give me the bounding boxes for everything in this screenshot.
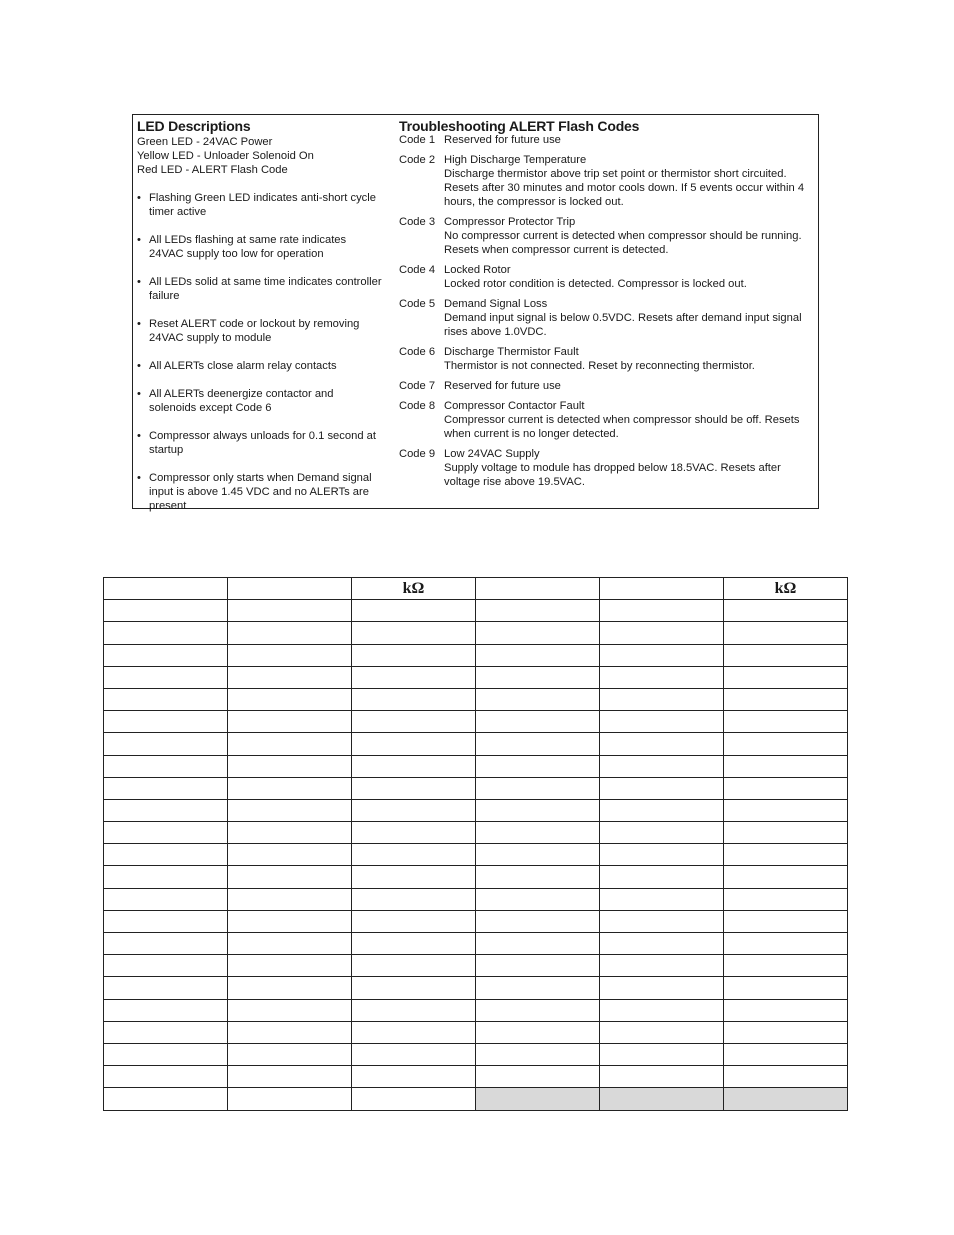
table-cell[interactable] <box>104 977 228 999</box>
bullet-dot: • <box>137 276 141 288</box>
code-description: Thermistor is not connected. Reset by reconnecting thermistor. <box>444 360 755 372</box>
table-cell[interactable] <box>104 666 228 688</box>
table-cell[interactable] <box>104 1066 228 1088</box>
table-cell[interactable] <box>104 711 228 733</box>
table-cell[interactable] <box>724 1021 848 1043</box>
table-cell[interactable] <box>352 888 476 910</box>
alert-code <box>399 133 819 147</box>
table-cell[interactable] <box>228 777 352 799</box>
table-cell[interactable] <box>104 600 228 622</box>
table-cell[interactable] <box>724 733 848 755</box>
table-cell[interactable] <box>228 600 352 622</box>
table-cell[interactable] <box>228 888 352 910</box>
table-cell[interactable] <box>476 888 600 910</box>
bullet-text: All ALERTs deenergize contactor and solenoids except Code 6 <box>149 388 334 414</box>
table-cell[interactable] <box>352 844 476 866</box>
table-cell[interactable] <box>352 910 476 932</box>
table-cell[interactable] <box>104 888 228 910</box>
table-cell[interactable] <box>724 644 848 666</box>
table-cell[interactable] <box>352 733 476 755</box>
reference-panel <box>132 114 819 512</box>
table-cell[interactable] <box>600 799 724 821</box>
table-cell[interactable] <box>724 666 848 688</box>
table-cell[interactable] <box>228 999 352 1021</box>
table-cell[interactable] <box>228 822 352 844</box>
table-cell[interactable] <box>476 711 600 733</box>
table-cell[interactable] <box>352 977 476 999</box>
bullet-dot: • <box>137 430 141 442</box>
table-row <box>104 822 848 844</box>
table-cell[interactable] <box>476 1021 600 1043</box>
header-cell <box>104 578 228 600</box>
led-line: Red LED - ALERT Flash Code <box>137 164 288 176</box>
table-cell[interactable] <box>352 644 476 666</box>
table-cell[interactable] <box>724 1066 848 1088</box>
table-row <box>104 866 848 888</box>
table-cell[interactable] <box>476 999 600 1021</box>
table-cell[interactable] <box>104 688 228 710</box>
table-cell[interactable] <box>600 888 724 910</box>
table-row <box>104 733 848 755</box>
table-row <box>104 1043 848 1065</box>
table-cell[interactable] <box>104 622 228 644</box>
table-cell[interactable] <box>724 822 848 844</box>
alert-code <box>399 399 819 441</box>
table-row <box>104 622 848 644</box>
table-cell[interactable] <box>724 910 848 932</box>
bullet-dot: • <box>137 234 141 246</box>
bullet-text: All ALERTs close alarm relay contacts <box>149 360 337 372</box>
table-cell[interactable] <box>352 1043 476 1065</box>
blank-table-wrap <box>103 577 848 1111</box>
table-cell[interactable] <box>600 777 724 799</box>
table-cell[interactable] <box>228 910 352 932</box>
bullet-text: Compressor always unloads for 0.1 second at startup <box>149 430 376 456</box>
table-cell[interactable] <box>228 977 352 999</box>
table-cell[interactable] <box>724 622 848 644</box>
led-bullet <box>137 471 382 513</box>
bullet-dot: • <box>137 472 141 484</box>
table-row <box>104 910 848 932</box>
table-cell[interactable] <box>476 777 600 799</box>
code-description: No compressor current is detected when compressor should be running. Resets when compressor current is detected. <box>444 230 802 256</box>
table-cell[interactable] <box>104 799 228 821</box>
led-bullet <box>137 359 382 373</box>
table-cell[interactable] <box>476 644 600 666</box>
table-cell[interactable] <box>476 1088 600 1110</box>
table-row <box>104 844 848 866</box>
bullet-dot: • <box>137 318 141 330</box>
table-cell[interactable] <box>476 910 600 932</box>
table-row <box>104 755 848 777</box>
table-cell[interactable] <box>352 777 476 799</box>
table-cell[interactable] <box>600 1088 724 1110</box>
table-cell[interactable] <box>600 711 724 733</box>
table-row <box>104 933 848 955</box>
table-cell[interactable] <box>476 955 600 977</box>
code-description: Locked rotor condition is detected. Compressor is locked out. <box>444 278 747 290</box>
led-descriptions <box>137 117 382 527</box>
header-cell: kΩ <box>724 578 848 600</box>
table-row <box>104 666 848 688</box>
table-cell[interactable] <box>104 733 228 755</box>
alert-codes <box>399 117 819 495</box>
led-line: Yellow LED - Unloader Solenoid On <box>137 150 314 162</box>
code-name: Locked Rotor <box>444 264 511 276</box>
table-cell[interactable] <box>724 844 848 866</box>
table-cell[interactable] <box>724 777 848 799</box>
table-cell[interactable] <box>228 799 352 821</box>
table-cell[interactable] <box>600 600 724 622</box>
table-cell[interactable] <box>228 866 352 888</box>
table-row <box>104 955 848 977</box>
table-cell[interactable] <box>476 1066 600 1088</box>
table-row <box>104 888 848 910</box>
led-line: Green LED - 24VAC Power <box>137 136 273 148</box>
table-cell[interactable] <box>228 644 352 666</box>
code-name: High Discharge Temperature <box>444 154 587 166</box>
table-cell[interactable] <box>600 666 724 688</box>
table-cell[interactable] <box>352 822 476 844</box>
table-cell[interactable] <box>352 955 476 977</box>
table-cell[interactable] <box>352 600 476 622</box>
code-description: Compressor current is detected when compressor should be off. Resets when current is no longer detected. <box>444 414 800 440</box>
code-name: Demand Signal Loss <box>444 298 548 310</box>
table-cell[interactable] <box>228 955 352 977</box>
table-cell[interactable] <box>724 711 848 733</box>
table-cell[interactable] <box>476 866 600 888</box>
table-cell[interactable] <box>600 933 724 955</box>
alert-title: Troubleshooting ALERT Flash Codes <box>399 118 640 134</box>
table-row <box>104 1088 848 1110</box>
bullet-dot: • <box>137 360 141 372</box>
bullet-text: Reset ALERT code or lockout by removing 24VAC supply to module <box>149 318 360 344</box>
table-cell[interactable] <box>104 910 228 932</box>
table-cell[interactable] <box>104 777 228 799</box>
code-label: Code 6 <box>399 346 436 358</box>
led-bullet <box>137 317 382 345</box>
table-cell[interactable] <box>352 711 476 733</box>
code-name: Discharge Thermistor Fault <box>444 346 579 358</box>
table-cell[interactable] <box>228 622 352 644</box>
table-cell[interactable] <box>228 844 352 866</box>
table-cell[interactable] <box>352 799 476 821</box>
table-cell[interactable] <box>476 733 600 755</box>
table-cell[interactable] <box>724 888 848 910</box>
led-bullet <box>137 387 382 415</box>
table-cell[interactable] <box>104 822 228 844</box>
table-cell[interactable] <box>724 955 848 977</box>
table-cell[interactable] <box>104 933 228 955</box>
code-label: Code 7 <box>399 380 436 392</box>
table-cell[interactable] <box>228 755 352 777</box>
table-cell[interactable] <box>228 666 352 688</box>
table-cell[interactable] <box>600 622 724 644</box>
table-cell[interactable] <box>476 844 600 866</box>
table-cell[interactable] <box>476 799 600 821</box>
code-label: Code 5 <box>399 298 436 310</box>
code-name: Reserved for future use <box>444 380 561 392</box>
table-cell[interactable] <box>104 1088 228 1110</box>
bullet-text: Compressor only starts when Demand signal input is above 1.45 VDC and no ALERTs are present <box>149 472 372 512</box>
table-cell[interactable] <box>724 799 848 821</box>
table-cell[interactable] <box>228 711 352 733</box>
table-cell[interactable] <box>600 1021 724 1043</box>
led-bullet <box>137 275 382 303</box>
led-bullets <box>137 191 382 513</box>
table-cell[interactable] <box>724 1088 848 1110</box>
table-cell[interactable] <box>724 600 848 622</box>
table-row <box>104 644 848 666</box>
header-cell: kΩ <box>352 578 476 600</box>
table-row <box>104 999 848 1021</box>
table-cell[interactable] <box>104 844 228 866</box>
code-description: Discharge thermistor above trip set point or thermistor short circuited. Resets after 30 minutes and motor cools down. If 5 events occur within 4 hours, the compressor is locked out. <box>444 168 805 208</box>
table-cell[interactable] <box>600 688 724 710</box>
code-name: Compressor Contactor Fault <box>444 400 585 412</box>
table-row <box>104 799 848 821</box>
table-cell[interactable] <box>104 755 228 777</box>
table-cell[interactable] <box>600 955 724 977</box>
table-cell[interactable] <box>104 955 228 977</box>
table-cell[interactable] <box>600 1043 724 1065</box>
led-bullet <box>137 233 382 261</box>
table-row <box>104 1021 848 1043</box>
table-row <box>104 688 848 710</box>
table-cell[interactable] <box>228 1066 352 1088</box>
table-cell[interactable] <box>600 844 724 866</box>
table-cell[interactable] <box>476 600 600 622</box>
bullet-dot: • <box>137 192 141 204</box>
table-cell[interactable] <box>104 1043 228 1065</box>
table-cell[interactable] <box>352 866 476 888</box>
table-cell[interactable] <box>724 866 848 888</box>
table-cell[interactable] <box>352 1021 476 1043</box>
table-cell[interactable] <box>352 755 476 777</box>
alert-code <box>399 379 819 393</box>
table-cell[interactable] <box>724 688 848 710</box>
header-cell <box>600 578 724 600</box>
table-cell[interactable] <box>352 666 476 688</box>
table-cell[interactable] <box>724 999 848 1021</box>
table-cell[interactable] <box>600 644 724 666</box>
code-label: Code 4 <box>399 264 436 276</box>
table-cell[interactable] <box>600 977 724 999</box>
alert-code <box>399 215 819 257</box>
table-cell[interactable] <box>104 866 228 888</box>
table-cell[interactable] <box>600 755 724 777</box>
code-description: Demand input signal is below 0.5VDC. Resets after demand input signal rises above 1.0VDC. <box>444 312 802 338</box>
table-row <box>104 777 848 799</box>
table-cell[interactable] <box>104 1021 228 1043</box>
table-cell[interactable] <box>476 1043 600 1065</box>
table-cell[interactable] <box>724 977 848 999</box>
table-cell[interactable] <box>724 933 848 955</box>
resistance-table <box>103 577 848 1111</box>
header-cell <box>476 578 600 600</box>
led-bullet <box>137 191 382 219</box>
alert-code <box>399 345 819 373</box>
table-cell[interactable] <box>352 999 476 1021</box>
table-cell[interactable] <box>476 933 600 955</box>
table-cell[interactable] <box>476 822 600 844</box>
table-cell[interactable] <box>104 644 228 666</box>
table-row <box>104 711 848 733</box>
table-cell[interactable] <box>476 977 600 999</box>
table-cell[interactable] <box>228 1021 352 1043</box>
table-cell[interactable] <box>476 755 600 777</box>
table-cell[interactable] <box>600 822 724 844</box>
code-label: Code 1 <box>399 134 436 146</box>
led-bullet <box>137 429 382 457</box>
table-row <box>104 977 848 999</box>
bullet-dot: • <box>137 388 141 400</box>
header-cell <box>228 578 352 600</box>
table-cell[interactable] <box>104 999 228 1021</box>
table-cell[interactable] <box>476 666 600 688</box>
led-title: LED Descriptions <box>137 118 251 134</box>
code-label: Code 3 <box>399 216 436 228</box>
alert-code <box>399 153 819 209</box>
alert-code-list <box>399 133 819 489</box>
table-cell[interactable] <box>228 733 352 755</box>
code-name: Reserved for future use <box>444 134 561 146</box>
code-description: Supply voltage to module has dropped below 18.5VAC. Resets after voltage rise above 19.5VAC. <box>444 462 781 488</box>
bullet-text: All LEDs solid at same time indicates controller failure <box>149 276 382 302</box>
table-cell[interactable] <box>352 622 476 644</box>
table-cell[interactable] <box>724 1043 848 1065</box>
table-cell[interactable] <box>600 1066 724 1088</box>
code-label: Code 8 <box>399 400 436 412</box>
table-cell[interactable] <box>228 1043 352 1065</box>
bullet-text: Flashing Green LED indicates anti-short cycle timer active <box>149 192 376 218</box>
table-cell[interactable] <box>476 622 600 644</box>
table-cell[interactable] <box>600 866 724 888</box>
table-header-row <box>104 578 848 600</box>
table-row <box>104 600 848 622</box>
table-cell[interactable] <box>352 933 476 955</box>
table-cell[interactable] <box>600 910 724 932</box>
table-cell[interactable] <box>228 1088 352 1110</box>
code-name: Low 24VAC Supply <box>444 448 540 460</box>
code-label: Code 9 <box>399 448 436 460</box>
table-row <box>104 1066 848 1088</box>
table-cell[interactable] <box>476 688 600 710</box>
table-cell[interactable] <box>600 999 724 1021</box>
alert-code <box>399 447 819 489</box>
alert-code <box>399 263 819 291</box>
table-cell[interactable] <box>724 755 848 777</box>
table-cell[interactable] <box>352 1066 476 1088</box>
code-label: Code 2 <box>399 154 436 166</box>
code-name: Compressor Protector Trip <box>444 216 576 228</box>
table-cell[interactable] <box>228 933 352 955</box>
table-cell[interactable] <box>600 733 724 755</box>
table-cell[interactable] <box>352 1088 476 1110</box>
alert-code <box>399 297 819 339</box>
bullet-text: All LEDs flashing at same rate indicates 24VAC supply too low for operation <box>149 234 347 260</box>
table-cell[interactable] <box>352 688 476 710</box>
table-cell[interactable] <box>228 688 352 710</box>
